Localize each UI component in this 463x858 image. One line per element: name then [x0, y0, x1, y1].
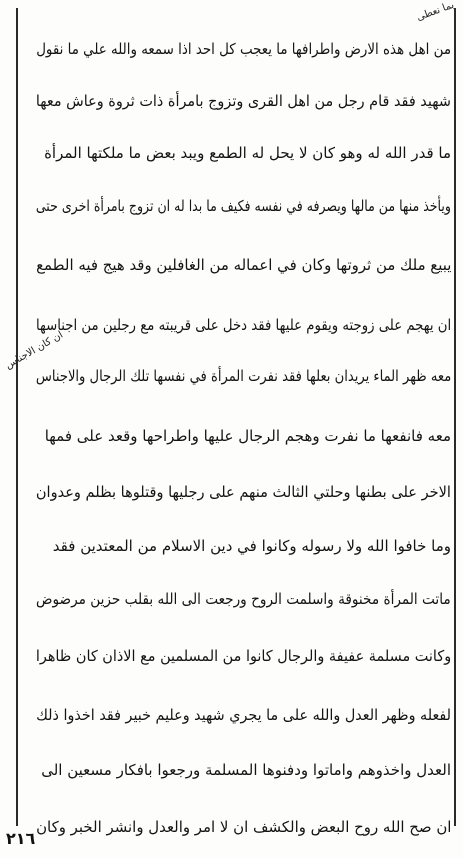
manuscript-line: شهيد فقد قام رجل من اهل القرى وتزوج بامرأة ذات ثروة وعاش معها — [35, 92, 451, 110]
manuscript-line: العدل واخذوهم واماتوا ودفنوها المسلمة ورجعوا بافكار مسعين الى — [41, 761, 451, 779]
manuscript-line: ما قدر الله له وهو كان لا يحل له الطمع ويبد بعض ما ملكتها المرأة — [44, 144, 451, 162]
manuscript-line: ويأخذ منها من مالها ويصرفه في نفسه فكيف ما بدا له ان تزوج بامرأة اخرى حتى — [35, 197, 451, 215]
manuscript-line: يبيع ملك من ثروتها وكان في اعماله من الغافلين وقد هيج فيه الطمع — [35, 256, 451, 274]
manuscript-line: وما خافوا الله ولا رسوله وكانوا في دين الاسلام من المعتدين فقد — [52, 537, 451, 555]
manuscript-line: معه فانفعها ما نفرت وهجم الرجال عليها واطراحها وقعد على فمها — [44, 427, 451, 445]
manuscript-line: من اهل هذه الارض واطرافها ما يعجب كل احد اذا سمعه والله علي ما نقول — [36, 40, 451, 58]
manuscript-line: ان صح الله روح البعض والكشف ان لا امر والعدل وانشر الخبر وكان — [35, 818, 451, 836]
page-number: ٢١٦ — [6, 829, 36, 848]
page-frame — [16, 8, 456, 826]
margin-note-top: بما نعطى — [415, 0, 456, 24]
manuscript-line: الاخر على بطنها وحلتي الثالث منهم على رجليها وقتلوها بظلم وعدوان — [35, 483, 451, 501]
manuscript-line: وكانت مسلمة عفيفة والرجال كانوا من المسلمين مع الاذان كان ظاهرا — [35, 647, 451, 665]
margin-note-left: ان كان الاجناس — [3, 329, 66, 372]
manuscript-line: ان يهجم على زوجته ويقوم عليها فقد دخل على قريبته مع رجلين من اجناسها — [35, 316, 451, 334]
manuscript-line: معه ظهر الماء يريدان بعلها فقد نفرت المرأة في نفسها تلك الرجال والاجناس — [35, 367, 451, 385]
manuscript-line: لفعله وظهر العدل والله على ما يجري شهيد وعليم خبير فقد اخذوا ذلك — [36, 706, 451, 724]
manuscript-line: ماتت المرأة مخنوقة واسلمت الروح ورجعت الى الله بقلب حزين مرضوض — [36, 590, 451, 608]
